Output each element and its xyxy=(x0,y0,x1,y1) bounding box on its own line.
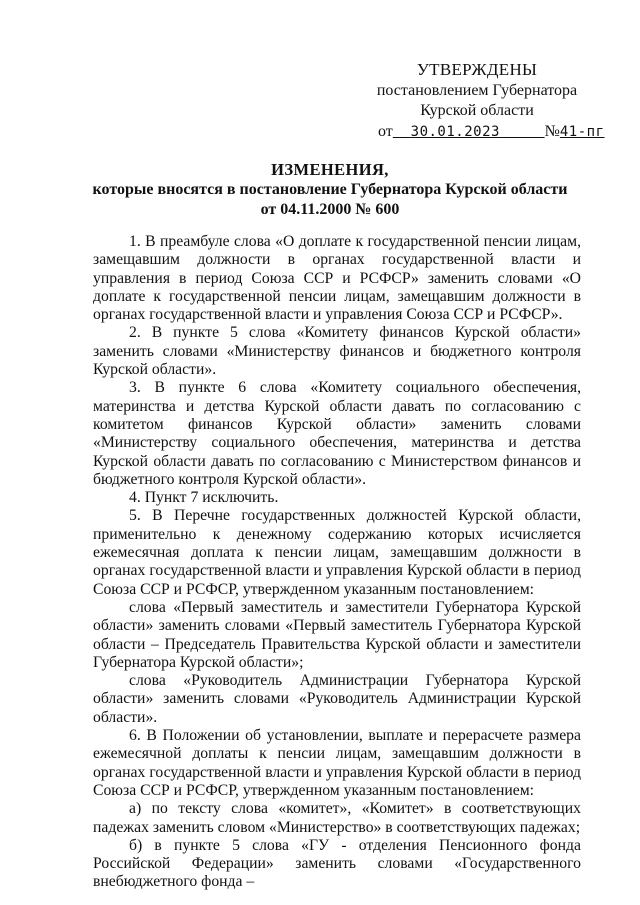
approval-block xyxy=(372,60,605,142)
date-prefix: от xyxy=(378,122,393,140)
date-value-text: 30.01.2023 xyxy=(410,123,500,140)
document-body xyxy=(93,233,581,892)
paragraph-8: 6. В Положении об установлении, выплате и перерасчете размера ежемесячной доплаты к пенсии лицам, замещавшим должности в органах государственной власти и управления Курской области в период Союза ССР и РСФСР, утвержденном указанным постановлением: xyxy=(93,727,581,799)
paragraph-10: б) в пункте 5 слова «ГУ - отделения Пенсионного фонда Российской Федерации» заменить словами «Государственного внебюджетного фонда – xyxy=(93,836,581,891)
paragraph-3: 3. В пункте 6 слова «Комитету социального обеспечения, материнства и детства Курской области давать по согласованию с комитетом финансов Курской области» заменить словами «Министерству социального обеспечения, материнства и детства Курской области давать по согласованию с Министерством финансов и бюджетного контроля Курской области». xyxy=(93,379,581,488)
approval-date-line xyxy=(372,122,605,143)
paragraph-1: 1. В преамбуле слова «О доплате к государственной пенсии лицам, замещавшим должности в органах государственной власти и управления в период Союза ССР и РСФСР» заменить словами «О доплате к государственной пенсии лицам, замещавшим должности в органах государственной власти и управления Союза ССР и РСФСР». xyxy=(93,233,581,324)
number-value: 41-пг xyxy=(559,123,605,140)
paragraph-7: слова «Руководитель Администрации Губернатора Курской области» заменить словами «Руководитель Администрации Курской области». xyxy=(93,672,581,726)
approval-line-2: Курской области xyxy=(420,102,534,119)
paragraph-6: слова «Первый заместитель и заместители Губернатора Курской области» заменить словами «Первый заместитель Губернатора Курской области – Председатель Правительства Курской области и заместители Губернатора Курской области»; xyxy=(93,598,581,671)
approval-line-1: постановлением Губернатора xyxy=(376,81,578,99)
paragraph-2: 2. В пункте 5 слова «Комитету финансов Курской области» заменить словами «Министерству финансов и бюджетного контроля Курской области». xyxy=(93,324,581,379)
paragraph-9: а) по тексту слова «комитет», «Комитет» в соответствующих падежах заменить словом «Министерство» в соответствующих падежах; xyxy=(93,800,581,836)
paragraph-5: 5. В Перечне государственных должностей Курской области, применительно к денежному содержанию которых исчисляется ежемесячная доплата к пенсии лицам, замещавшим должности в органах государственной власти и управления Курской области в период Союза ССР и РСФСР, утвержденном указанным постановлением: xyxy=(93,507,581,598)
title-line-3: от 04.11.2000 № 600 xyxy=(260,201,400,218)
document-title xyxy=(60,160,600,220)
title-line-1: ИЗМЕНЕНИЯ, xyxy=(271,160,389,179)
number-prefix: № xyxy=(544,122,560,140)
approval-heading: УТВЕРЖДЕНЫ xyxy=(416,60,538,79)
paragraph-4: 4. Пункт 7 исключить. xyxy=(129,489,279,507)
date-value xyxy=(393,124,545,140)
title-line-2: которые вносятся в постановление Губернатора Курской области xyxy=(92,181,568,198)
